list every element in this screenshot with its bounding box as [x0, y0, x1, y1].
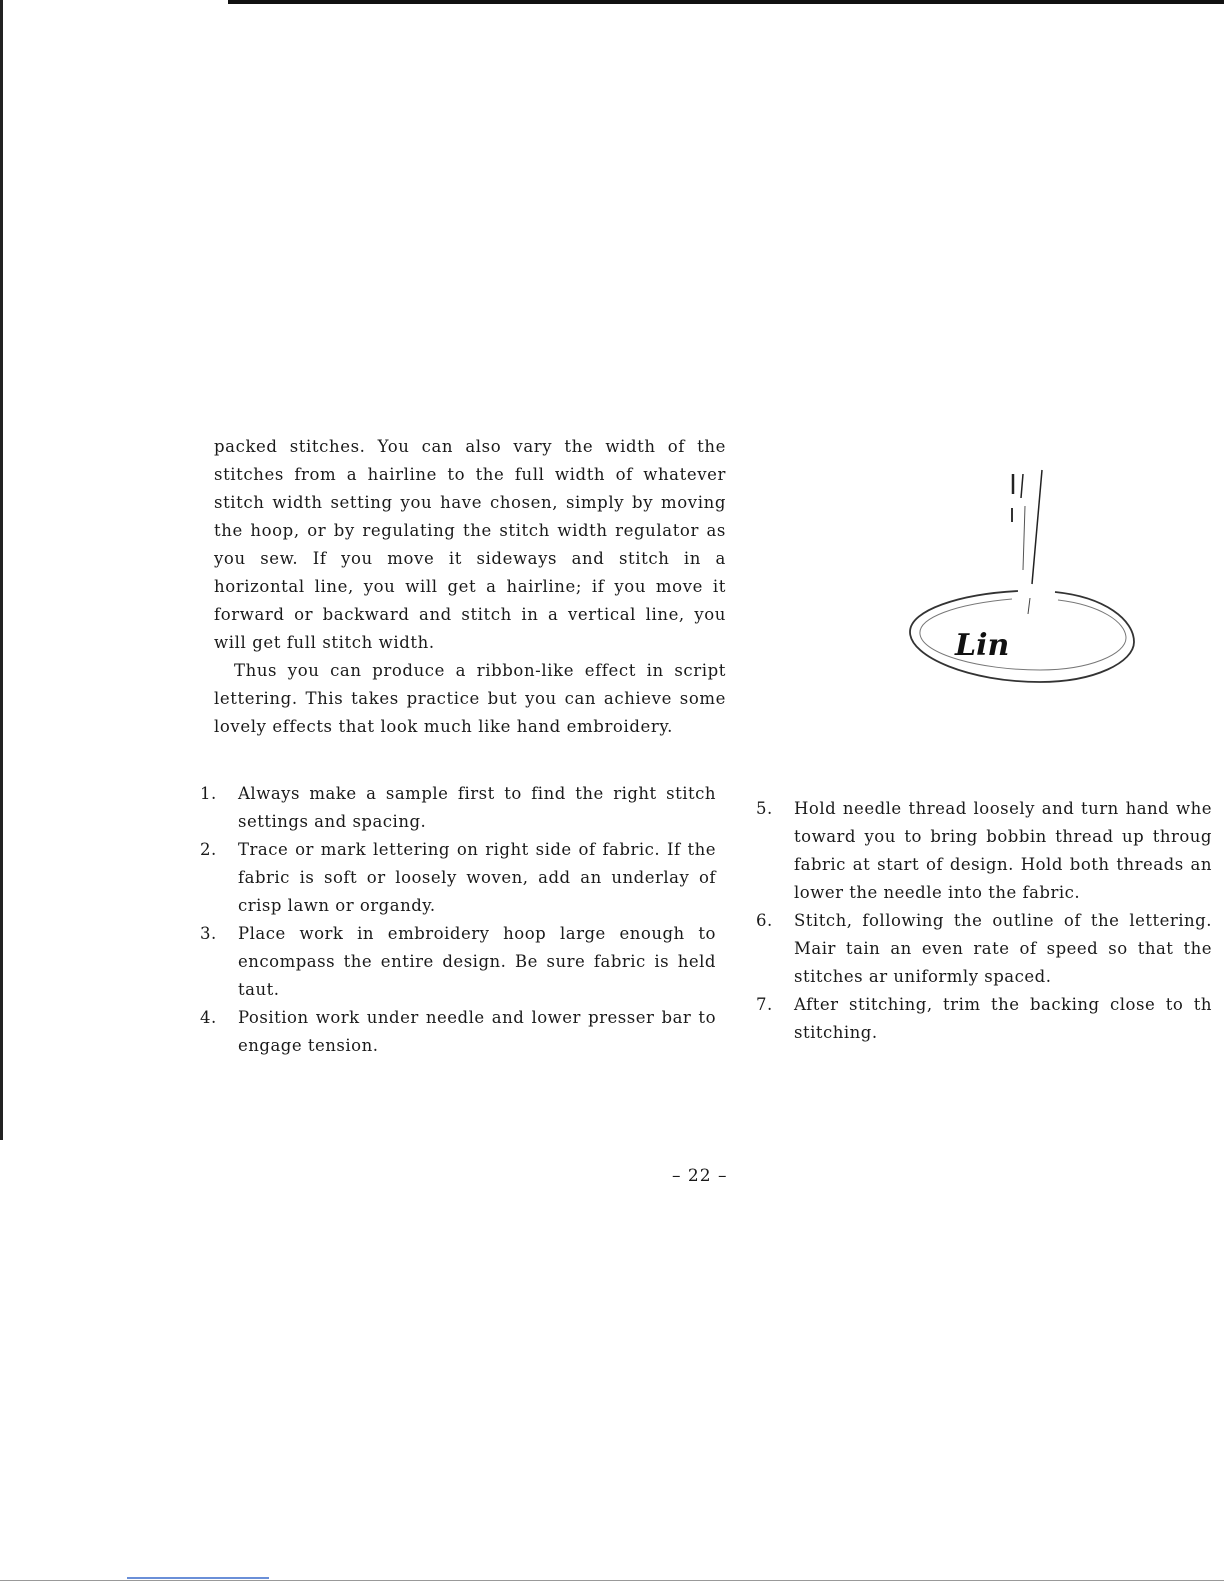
list-item	[200, 836, 716, 920]
list-item	[756, 991, 1212, 1047]
step-number: 3.	[200, 924, 217, 943]
script-lettering: Lin	[955, 628, 1010, 663]
step-text: Place work in embroidery hoop large enough to encompass the entire design. Be sure fabric is held taut.	[238, 924, 716, 999]
step-number: 5.	[756, 799, 773, 818]
bottom-accent-line	[127, 1577, 269, 1579]
step-text: After stitching, trim the backing close to th stitching.	[794, 995, 1212, 1042]
page-number: – 22 –	[672, 1166, 728, 1186]
outer-hoop-ring	[910, 591, 1134, 682]
step-number: 6.	[756, 911, 773, 930]
stitch-line	[1028, 598, 1030, 614]
bottom-border-rule	[0, 1580, 1224, 1581]
step-text: Hold needle thread loosely and turn hand whe toward you to bring bobbin thread up throug fabric at start of design. Hold both threads an lower the needle into the fabric.	[794, 799, 1212, 902]
list-item	[756, 907, 1212, 991]
list-item	[200, 780, 716, 836]
step-text: Stitch, following the outline of the lettering. Mair tain an even rate of speed so that the stitches ar uniformly spaced.	[794, 911, 1212, 986]
needle-hoop-drawing	[900, 462, 1140, 702]
thread-line	[1023, 506, 1025, 570]
step-number: 1.	[200, 784, 217, 803]
needle-line-2	[1021, 474, 1023, 498]
list-item	[200, 1004, 716, 1060]
intro-text	[214, 433, 726, 741]
step-text: Trace or mark lettering on right side of fabric. If the fabric is soft or loosely woven, add an underlay of crisp lawn or organdy.	[238, 840, 716, 915]
intro-paragraph-1: packed stitches. You can also vary the width of the stitches from a hairline to the full width of whatever stitch width setting you have chosen, simply by moving the hoop, or by regulating the stitch width regulator as you sew. If you move it sideways and stitch in a horizontal line, you will get a hairline; if you move it forward or backward and stitch in a vertical line, you will get full stitch width.	[214, 437, 726, 652]
step-number: 7.	[756, 995, 773, 1014]
presser-bar-line	[1032, 470, 1042, 584]
inner-hoop-ring	[920, 599, 1126, 670]
list-item	[756, 795, 1212, 907]
embroidery-hoop-illustration	[900, 462, 1140, 702]
top-border-rule	[228, 0, 1224, 4]
step-number: 4.	[200, 1008, 217, 1027]
left-border-rule	[0, 0, 3, 1140]
step-text: Position work under needle and lower presser bar to engage tension.	[238, 1008, 716, 1055]
step-number: 2.	[200, 840, 217, 859]
list-item	[200, 920, 716, 1004]
step-text: Always make a sample first to find the right stitch settings and spacing.	[238, 784, 716, 831]
intro-paragraph-2: Thus you can produce a ribbon-like effect in script lettering. This takes practice but you can achieve some lovely effects that look much like hand embroidery.	[214, 661, 726, 736]
steps-list-left	[200, 780, 716, 1060]
steps-list-right	[756, 795, 1212, 1047]
